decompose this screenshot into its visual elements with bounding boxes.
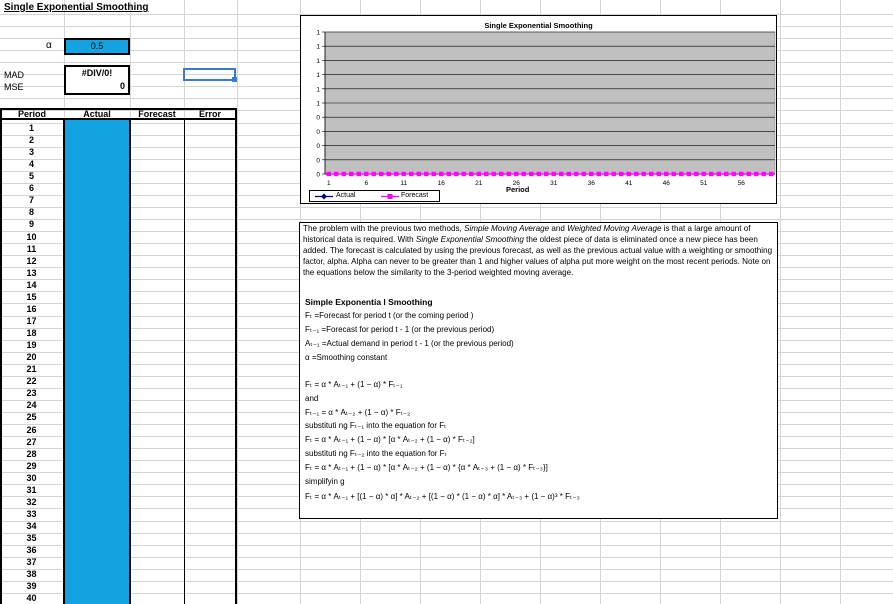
period-cell[interactable]: 23 — [26, 388, 37, 399]
mse-label: MSE — [4, 82, 24, 92]
period-cell[interactable]: 19 — [26, 340, 37, 351]
forecast-point — [522, 172, 526, 176]
forecast-point — [754, 172, 758, 176]
forecast-point — [432, 172, 436, 176]
forecast-point — [349, 172, 353, 176]
equation-line: substituti ng Fₜ₋₁ into the equation for Fₜ — [305, 421, 447, 430]
header-forecast: Forecast — [138, 109, 176, 119]
period-cell[interactable]: 12 — [26, 255, 37, 266]
period-cell[interactable]: 13 — [26, 267, 37, 278]
y-tick-label: 0 — [316, 171, 320, 179]
definition-line: Aₜ₋₁ =Actual demand in period t - 1 (or the previous period) — [305, 339, 514, 348]
period-cell[interactable]: 4 — [28, 159, 34, 170]
period-cell[interactable]: 31 — [26, 484, 37, 495]
forecast-point — [634, 172, 638, 176]
para-term: Single Exponential Smoothing — [415, 234, 524, 244]
equation-line: substituti ng Fₜ₋₂ into the equation for Fₜ — [305, 449, 447, 458]
x-tick-label: 16 — [437, 180, 445, 187]
x-tick-label: 11 — [400, 180, 408, 187]
mad-label: MAD — [4, 70, 24, 80]
forecast-point — [619, 172, 623, 176]
period-cell[interactable]: 18 — [26, 328, 37, 339]
forecast-point — [544, 172, 548, 176]
equation-line: simplifyin g — [305, 477, 345, 486]
explanation-paragraph — [303, 224, 775, 279]
forecast-point — [364, 172, 368, 176]
alpha-input[interactable]: 0.5 — [64, 38, 130, 55]
header-period: Period — [17, 109, 46, 119]
forecast-point — [717, 172, 721, 176]
forecast-point — [514, 172, 518, 176]
y-tick-label: 0 — [316, 157, 320, 165]
column-divider — [129, 120, 131, 604]
forecast-point — [574, 172, 578, 176]
x-tick-label: 36 — [587, 180, 595, 187]
legend-actual: Actual — [336, 192, 356, 199]
forecast-point — [499, 172, 503, 176]
period-cell[interactable]: 24 — [26, 400, 37, 411]
period-cell[interactable]: 14 — [26, 279, 37, 290]
forecast-point — [462, 172, 466, 176]
forecast-point — [552, 172, 556, 176]
period-cell[interactable]: 28 — [26, 448, 37, 459]
period-cell[interactable]: 17 — [26, 315, 37, 326]
period-cell[interactable]: 25 — [26, 412, 37, 423]
forecast-point — [597, 172, 601, 176]
forecast-point — [537, 172, 541, 176]
forecast-point — [649, 172, 653, 176]
para-text: is that a large amount of historical data is required. With — [303, 224, 751, 244]
period-cell[interactable]: 1 — [28, 123, 34, 133]
forecast-point — [664, 172, 668, 176]
period-cell[interactable]: 7 — [28, 195, 34, 206]
forecast-point — [559, 172, 563, 176]
period-cell[interactable]: 2 — [28, 135, 34, 146]
forecast-point — [747, 172, 751, 176]
period-cell[interactable]: 10 — [26, 231, 37, 242]
y-tick-label: 1 — [316, 29, 320, 37]
forecast-point — [702, 172, 706, 176]
y-tick-label: 0 — [316, 128, 320, 136]
equation-line: Fₜ = α * Aₜ₋₁ + (1 − α) * Fₜ₋₁ — [305, 380, 403, 389]
forecast-point — [372, 172, 376, 176]
forecast-point — [604, 172, 608, 176]
forecast-point — [642, 172, 646, 176]
definition-line: Fₜ₋₁ =Forecast for period t - 1 (or the previous period) — [305, 325, 495, 334]
forecast-marker-icon — [388, 194, 393, 199]
forecast-point — [334, 172, 338, 176]
period-cell[interactable]: 8 — [28, 207, 34, 218]
period-cell[interactable]: 29 — [26, 460, 37, 471]
forecast-point — [762, 172, 766, 176]
forecast-point — [417, 172, 421, 176]
forecast-point — [484, 172, 488, 176]
chart-legend — [309, 190, 440, 202]
period-cell[interactable]: 36 — [26, 545, 37, 556]
forecast-point — [739, 172, 743, 176]
x-tick-label: 46 — [662, 180, 670, 187]
forecast-point — [379, 172, 383, 176]
chart-panel[interactable] — [300, 15, 777, 204]
forecast-point — [687, 172, 691, 176]
explanation-textbox[interactable] — [299, 222, 778, 519]
forecast-point — [507, 172, 511, 176]
forecast-point — [424, 172, 428, 176]
column-divider — [184, 120, 185, 604]
equation-line: Fₜ₋₁ = α * Aₜ₋₂ + (1 − α) * Fₜ₋₂ — [305, 408, 411, 417]
sheet-title: Single Exponential Smoothing — [4, 2, 149, 13]
para-text: and — [549, 224, 568, 233]
period-cell[interactable]: 27 — [26, 436, 37, 447]
y-tick-label: 1 — [316, 57, 320, 65]
period-cell[interactable]: 21 — [26, 364, 37, 375]
period-cell[interactable]: 33 — [26, 508, 37, 519]
y-tick-label: 1 — [316, 43, 320, 51]
forecast-point — [387, 172, 391, 176]
forecast-point — [679, 172, 683, 176]
forecast-point — [582, 172, 586, 176]
period-cell[interactable]: 9 — [28, 219, 34, 230]
equation-line: Fₜ = α * Aₜ₋₁ + (1 − α) * [α * Aₜ₋₂ + (1 − α) * {α * Aₜ₋₃ + (1 − α) * Fₜ₋₃}] — [305, 463, 548, 472]
period-cell[interactable]: 5 — [28, 171, 34, 182]
period-cell[interactable]: 40 — [26, 593, 37, 604]
header-error: Error — [198, 109, 221, 119]
equations-heading: Simple Exponentia l Smoothing — [305, 297, 433, 307]
x-tick-label: 26 — [512, 180, 520, 187]
period-cell[interactable]: 32 — [26, 496, 37, 507]
mad-mse-box — [64, 65, 130, 95]
x-tick-label: 21 — [475, 180, 483, 187]
period-cell[interactable]: 39 — [26, 581, 37, 592]
forecast-point — [357, 172, 361, 176]
x-tick-label: 6 — [364, 180, 369, 187]
definition-line: Fₜ =Forecast for period t (or the coming period ) — [305, 311, 474, 320]
period-cell[interactable]: 15 — [26, 291, 37, 302]
x-axis-title: Period — [506, 185, 530, 194]
forecast-point — [402, 172, 406, 176]
period-cell[interactable]: 22 — [26, 376, 37, 387]
forecast-point — [672, 172, 676, 176]
x-tick-label: 41 — [625, 180, 633, 187]
forecast-point — [769, 172, 773, 176]
mad-value: #DIV/0! — [81, 68, 113, 78]
forecast-point — [709, 172, 713, 176]
forecast-point — [469, 172, 473, 176]
forecast-point — [612, 172, 616, 176]
forecast-point — [732, 172, 736, 176]
forecast-point — [657, 172, 661, 176]
period-cell[interactable]: 37 — [26, 557, 37, 568]
period-cell[interactable]: 35 — [26, 533, 37, 544]
x-tick-label: 51 — [700, 180, 708, 187]
x-tick-label: 1 — [326, 180, 331, 187]
period-cell[interactable]: 16 — [26, 303, 37, 314]
line-chart — [301, 16, 776, 203]
period-cell[interactable]: 30 — [26, 472, 37, 483]
period-cell[interactable]: 38 — [26, 569, 37, 580]
actual-marker-icon — [321, 194, 327, 200]
forecast-point — [454, 172, 458, 176]
period-cell[interactable]: 34 — [26, 520, 37, 531]
actual-column[interactable] — [64, 120, 130, 604]
equation-line: Fₜ = α * Aₜ₋₁ + (1 − α) * [α * Aₜ₋₂ + (1 − α) * Fₜ₋₂] — [305, 435, 475, 444]
period-cell[interactable]: 3 — [28, 147, 34, 158]
forecast-point — [439, 172, 443, 176]
para-text: The problem with the previous two methods, — [303, 224, 465, 233]
period-cell[interactable]: 11 — [26, 243, 37, 254]
legend-forecast: Forecast — [401, 192, 429, 199]
forecast-point — [327, 172, 331, 176]
forecast-point — [409, 172, 413, 176]
forecast-point — [694, 172, 698, 176]
chart-title: Single Exponential Smoothing — [484, 21, 593, 30]
y-tick-label: 0 — [316, 114, 320, 122]
y-tick-label: 1 — [316, 100, 320, 108]
forecast-point — [567, 172, 571, 176]
para-term: Weighted Moving Average — [567, 224, 662, 233]
forecast-point — [492, 172, 496, 176]
column-divider — [63, 120, 65, 604]
forecast-point — [447, 172, 451, 176]
y-tick-label: 0 — [316, 143, 320, 151]
selected-cell[interactable] — [183, 68, 236, 81]
forecast-point — [342, 172, 346, 176]
x-tick-label: 31 — [550, 180, 558, 187]
y-tick-label: 1 — [316, 86, 320, 94]
x-tick-label: 56 — [737, 180, 745, 187]
forecast-point — [724, 172, 728, 176]
forecast-point — [589, 172, 593, 176]
forecast-point — [529, 172, 533, 176]
y-tick-label: 1 — [316, 72, 320, 80]
para-term: Simple Moving Average — [464, 224, 550, 233]
alpha-label: α — [46, 40, 52, 51]
equation-line: Fₜ = α * Aₜ₋₁ + [(1 − α) * α] * Aₜ₋₂ + [(1 − α) * (1 − α) * α] * Aₜ₋₃ + (1 − α)³ * Fₜ₋₃ — [305, 492, 580, 501]
forecast-point — [627, 172, 631, 176]
definition-line: α =Smoothing constant — [305, 353, 388, 362]
mse-value: 0 — [119, 81, 125, 91]
fill-handle[interactable] — [232, 77, 237, 82]
forecast-point — [394, 172, 398, 176]
period-cell[interactable]: 20 — [26, 352, 37, 363]
forecast-point — [477, 172, 481, 176]
equation-line: and — [305, 394, 319, 403]
period-cell[interactable]: 26 — [26, 424, 37, 435]
para-text: the oldest piece of data is eliminated once a new piece has been added. The forecast is calculated by using the previous forecast, as well as the previous actual value with a weighting or smoothing factor, alpha. Alpha can never to be greater than 1 and higher values of alpha put more weight on the most recent periods. Note on the equations below the similarity to the 3-period weighted moving average. — [303, 234, 773, 277]
period-cell[interactable]: 6 — [28, 183, 34, 194]
header-actual: Actual — [83, 109, 111, 119]
